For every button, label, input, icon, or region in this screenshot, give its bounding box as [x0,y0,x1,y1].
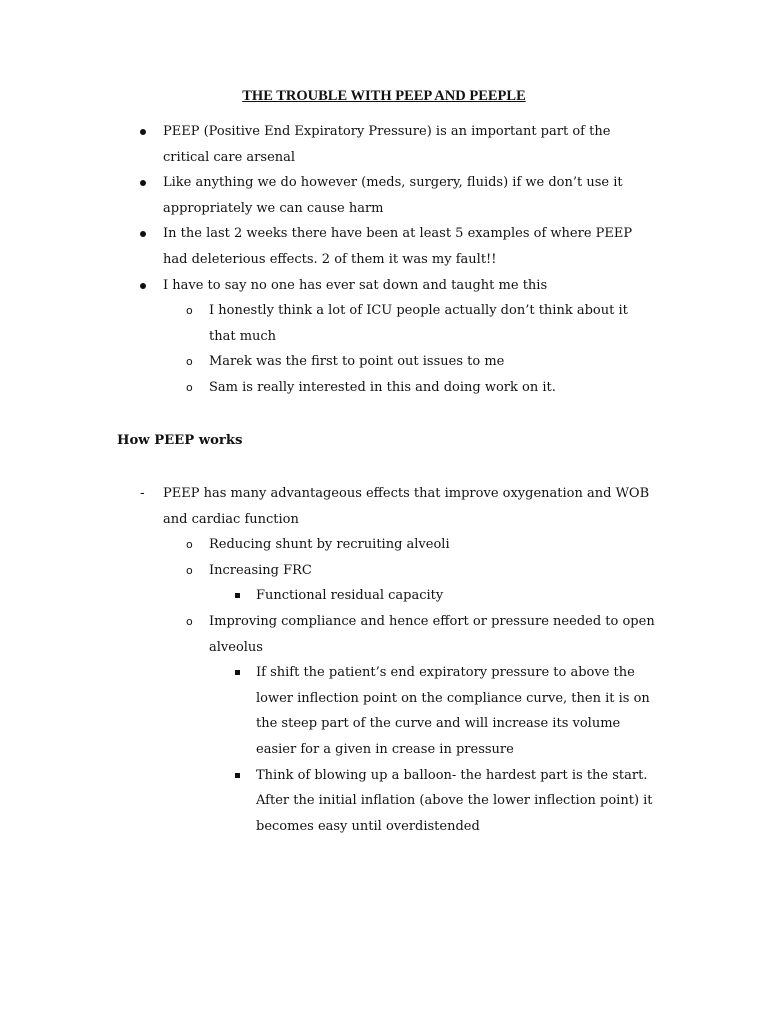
square-bullet-icon [235,593,240,598]
sub-list-item [0,349,768,375]
list-item [0,221,768,272]
list-item [0,273,768,299]
list-item-text: PEEP (Positive End Expiratory Pressure) is an important part of the critical care arsenal [163,124,611,165]
detail-list-item [0,583,768,609]
section-bullet-list [0,481,768,839]
detail-list-item [0,660,768,762]
circle-bullet-icon: o [186,538,193,552]
detail-list-item-text: If shift the patient’s end expiratory pressure to above the lower inflection point on the compliance curve, then it is on the steep part of the curve and will increase its volume easier for a given in crease in pressure [256,665,650,757]
detail-list-item [0,763,768,840]
sub-list-item [0,375,768,401]
detail-list-item-text: Functional residual capacity [256,588,444,604]
circle-bullet-icon: o [186,355,193,369]
dash-bullet-icon: - [140,486,145,501]
list-item-text: In the last 2 weeks there have been at least 5 examples of where PEEP had deleterious effects. 2 of them it was my fault!! [163,226,633,267]
sub-list-item-text: Sam is really interested in this and doing work on it. [209,379,556,395]
list-item-text: Like anything we do however (meds, surgery, fluids) if we don’t use it appropriately we can cause harm [163,175,623,216]
sub-list-item [0,298,768,349]
bullet-icon [140,283,146,289]
square-bullet-icon [235,670,240,675]
list-item-text: PEEP has many advantageous effects that improve oxygenation and WOB and cardiac function [163,486,650,527]
list-item [0,481,768,532]
bullet-icon [140,231,146,237]
sub-list-item-text: Reducing shunt by recruiting alveoli [209,537,450,553]
square-bullet-icon [235,773,240,778]
bullet-icon [140,180,146,186]
list-item [0,170,768,221]
sub-list-item-text: I honestly think a lot of ICU people actually don’t think about it that much [209,303,628,344]
sub-list-item [0,558,768,584]
circle-bullet-icon: o [186,304,193,318]
sub-list-item-text: Marek was the first to point out issues to me [209,354,505,370]
sub-list-item-text: Increasing FRC [209,562,312,578]
detail-list-item-text: Think of blowing up a balloon- the hardest part is the start. After the initial inflation (above the lower inflection point) it becomes easy until overdistended [256,767,653,834]
document-title: THE TROUBLE WITH PEEP AND PEEPLE [242,88,526,104]
circle-bullet-icon: o [186,563,193,577]
list-item-text: I have to say no one has ever sat down and taught me this [163,277,548,293]
circle-bullet-icon: o [186,380,193,394]
section-heading: How PEEP works [117,433,243,448]
list-item [0,119,768,170]
circle-bullet-icon: o [186,614,193,628]
sub-list-item [0,609,768,660]
intro-bullet-list [0,119,768,401]
sub-list-item-text: Improving compliance and hence effort or pressure needed to open alveolus [209,613,655,655]
bullet-icon [140,129,146,135]
sub-list-item [0,532,768,558]
